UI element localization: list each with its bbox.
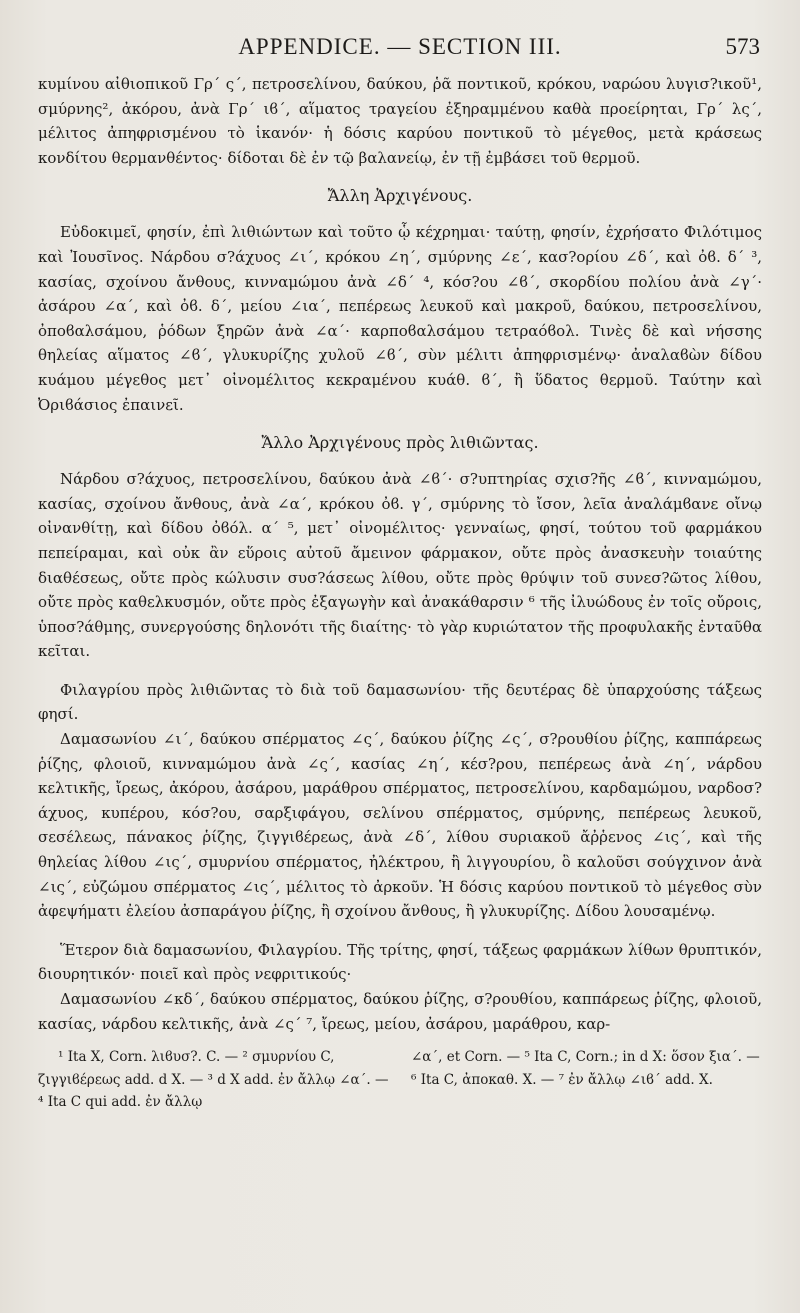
paragraph-heteron: Ἕτερον διὰ δαμασωνίου, Φιλαγρίου. Τῆς τρίτης, φησί, τάξεως φαρμάκων λίθων θρυπτικόν, διουρητικόν· ποιεῖ καὶ πρὸς νεφριτικούς·: [38, 940, 762, 984]
paragraph-damasoniou-2: Δαμασωνίου ∠κδ΄, δαύκου σπέρματος, δαύκου ῥίζης, σ?ρουθίου, καππάρεως ῥίζης, φλοιοῦ, κασίας, νάρδου κελτικῆς, ἀνὰ ∠ς΄ ⁷, ἴρεως, μείου, ἀσάρου, μαράθρου, καρ-: [38, 990, 762, 1033]
page-number: 573: [725, 34, 760, 59]
paragraph-gap: [38, 924, 762, 938]
paragraph-philagriou: Φιλαγρίου πρὸς λιθιῶντας τὸ διὰ τοῦ δαμασωνίου· τῆς δευτέρας δὲ ὑπαρχούσης τάξεως φησί.: [38, 680, 762, 724]
footnotes: [38, 1046, 762, 1114]
paragraph-damasoniou: Δαμασωνίου ∠ι΄, δαύκου σπέρματος ∠ς΄, δαύκου ῥίζης ∠ς΄, σ?ρουθίου ῥίζης, καππάρεως ῥίζης, φλοιοῦ, κινναμώμου ἀνὰ ∠ς΄, κασίας ∠η΄, κέσ?ρου, πεπέρεως ἀνὰ ∠η΄, νάρδου κελτικῆς, ἴρεως, ἀκόρου, ἀσάρου, μαράθρου σπέρματος, πετροσελίνου, καρδαμώμου, ναρδοσ?άχυος, κυπέρου, κόσ?ου, σαρξιφάγου, σελίνου σπέρματος, σμύρνης, πεπέρεως λευκοῦ, σεσέλεως, πάνακος ῥίζης, ζιγγιϐέρεως, ἀνὰ ∠δ΄, λίθου συριακοῦ ἄῤῥενος ∠ις΄, καὶ τῆς θηλείας λίθου ∠ις΄, σμυρνίου σπέρματος, ἠλέκτρου, ἢ λιγγουρίου, ὃ καλοῦσι σούγχινον ἀνὰ ∠ις΄, εὐζώμου σπέρματος ∠ις΄, μέλιτος τὸ ἀρκοῦν. Ἡ δόσις καρύου ποντικοῦ τὸ μέγεθος σὺν ἀφεψήματι ἐλείου ἀσπαράγου ῥίζης, ἢ σχοίνου ἄνθους, ἢ γλυκυρίζης. Δίδου λουσαμένῳ.: [38, 730, 762, 921]
paragraph-gap: [38, 664, 762, 678]
paragraph-eudokimei: Εὐδοκιμεῖ, φησίν, ἐπὶ λιθιώντων καὶ τοῦτο ᾧ κέχρημαι· ταύτῃ, φησίν, ἐχρήσατο Φιλότιμος καὶ Ἰουσῖνος. Νάρδου σ?άχυος ∠ι΄, κρόκου ∠η΄, σμύρνης ∠ε΄, κασ?ορίου ∠δ΄, καὶ ὀϐ. δ΄ ³, κασίας, σχοίνου ἄνθους, κινναμώμου ἀνὰ ∠δ΄ ⁴, κόσ?ου ∠ϐ΄, σκορδίου πολίου ἀνὰ ∠γ΄· ἀσάρου ∠α΄, καὶ ὀϐ. δ΄, μείου ∠ια΄, πεπέρεως λευκοῦ καὶ μακροῦ, δαύκου, πετροσελίνου, ὀποϐαλσάμου, ῥόδων ξηρῶν ἀνὰ ∠α΄· καρποϐαλσάμου τετραόϐολ. Τινὲς δὲ καὶ νήσσης θηλείας αἵματος ∠ϐ΄, γλυκυρίζης χυλοῦ ∠ϐ΄, σὺν μέλιτι ἀπηφρισμένῳ· ἀναλαϐὼν δίδου κυάμου μέγεθος μετ᾽ οἰνομέλιτος κεκραμένου κυάθ. ϐ΄, ἢ ὕδατος θερμοῦ. Ταύτην καὶ Ὀριϐάσιος ἐπαινεῖ.: [38, 223, 762, 414]
running-title: APPENDICE. — SECTION III.: [238, 34, 562, 59]
section-heading-alli-archigenous: Ἄλλη Ἀρχιγένους.: [327, 186, 473, 206]
paragraph-nardou: Νάρδου σ?άχυος, πετροσελίνου, δαύκου ἀνὰ ∠ϐ΄· σ?υπτηρίας σχισ?ῆς ∠ϐ΄, κινναμώμου, κασίας, σχοίνου ἄνθους, ἀνὰ ∠α΄, κρόκου ὀϐ. γ΄, σμύρνης τὸ ἴσον, λεῖα ἀναλάμϐανε οἴνῳ οἰνανθίτῃ, καὶ δίδου ὀϐόλ. α΄ ⁵, μετ᾽ οἰνομέλιτος· γενναίως, φησί, τούτου τοῦ φαρμάκου πεπείραμαι, καὶ οὐκ ἂν εὕροις αὐτοῦ ἄμεινον φάρμακον, οὔτε πρὸς ἀνασκευὴν τοιαύτης διαθέσεως, οὔτε πρὸς κώλυσιν συσ?άσεως λίθου, οὔτε πρὸς θρύψιν τοῦ συνεσ?ῶτος λίθου, οὔτε πρὸς καθελκυσμόν, οὔτε πρὸς ἐξαγωγὴν καὶ ἀνακάθαρσιν ⁶ τῆς ἰλυώδους ἐν τοῖς οὔροις, ὑποσ?άθμης, συνεργούσης δηλονότι τῆς διαίτης· τὸ γὰρ κυριώτατον τῆς προφυλακῆς ἐνταῦθα κεῖται.: [38, 470, 762, 661]
paragraph-continuation: κυμίνου αἰθιοπικοῦ Γρ΄ ς΄, πετροσελίνου, δαύκου, ῥᾶ ποντικοῦ, κρόκου, ναρώου λυγισ?ικοῦ¹, σμύρνης², ἀκόρου, ἀνὰ Γρ΄ ιϐ΄, αἵματος τραγείου ἐξηραμμένου καθὰ προείρηται, Γρ΄ λς΄, μέλιτος ἀπηφρισμένου τὸ ἱκανόν· ἡ δόσις καρύου ποντικοῦ τὸ μέγεθος, μετὰ κράσεως κονδίτου θερμανθέντος· δίδοται δὲ ἐν τῷ βαλανείῳ, ἐν τῇ ἐμβάσει τοῦ θερμοῦ.: [38, 75, 762, 167]
body-text: [38, 72, 762, 1036]
page-header: [38, 34, 762, 68]
footnotes-right-column: ∠α΄, et Corn. — ⁵ Ita C, Corn.; in d X: ὅσον ξια΄. — ⁶ Ita C, ἀποκαθ. X. — ⁷ ἐν ἄλλῳ ∠ιϐ΄ add. X.: [411, 1049, 760, 1088]
section-heading-allo-archigenous: Ἄλλο Ἀρχιγένους πρὸς λιθιῶντας.: [261, 433, 539, 453]
footnotes-left-column: ¹ Ita X, Corn. λιϐυσ?. C. — ² σμυρνίου C, ζιγγιϐέρεως add. d X. — ³ d X add. ἐν ἄλλῳ ∠α΄. — ⁴ Ita C qui add. ἐν ἄλλῳ: [38, 1049, 389, 1111]
